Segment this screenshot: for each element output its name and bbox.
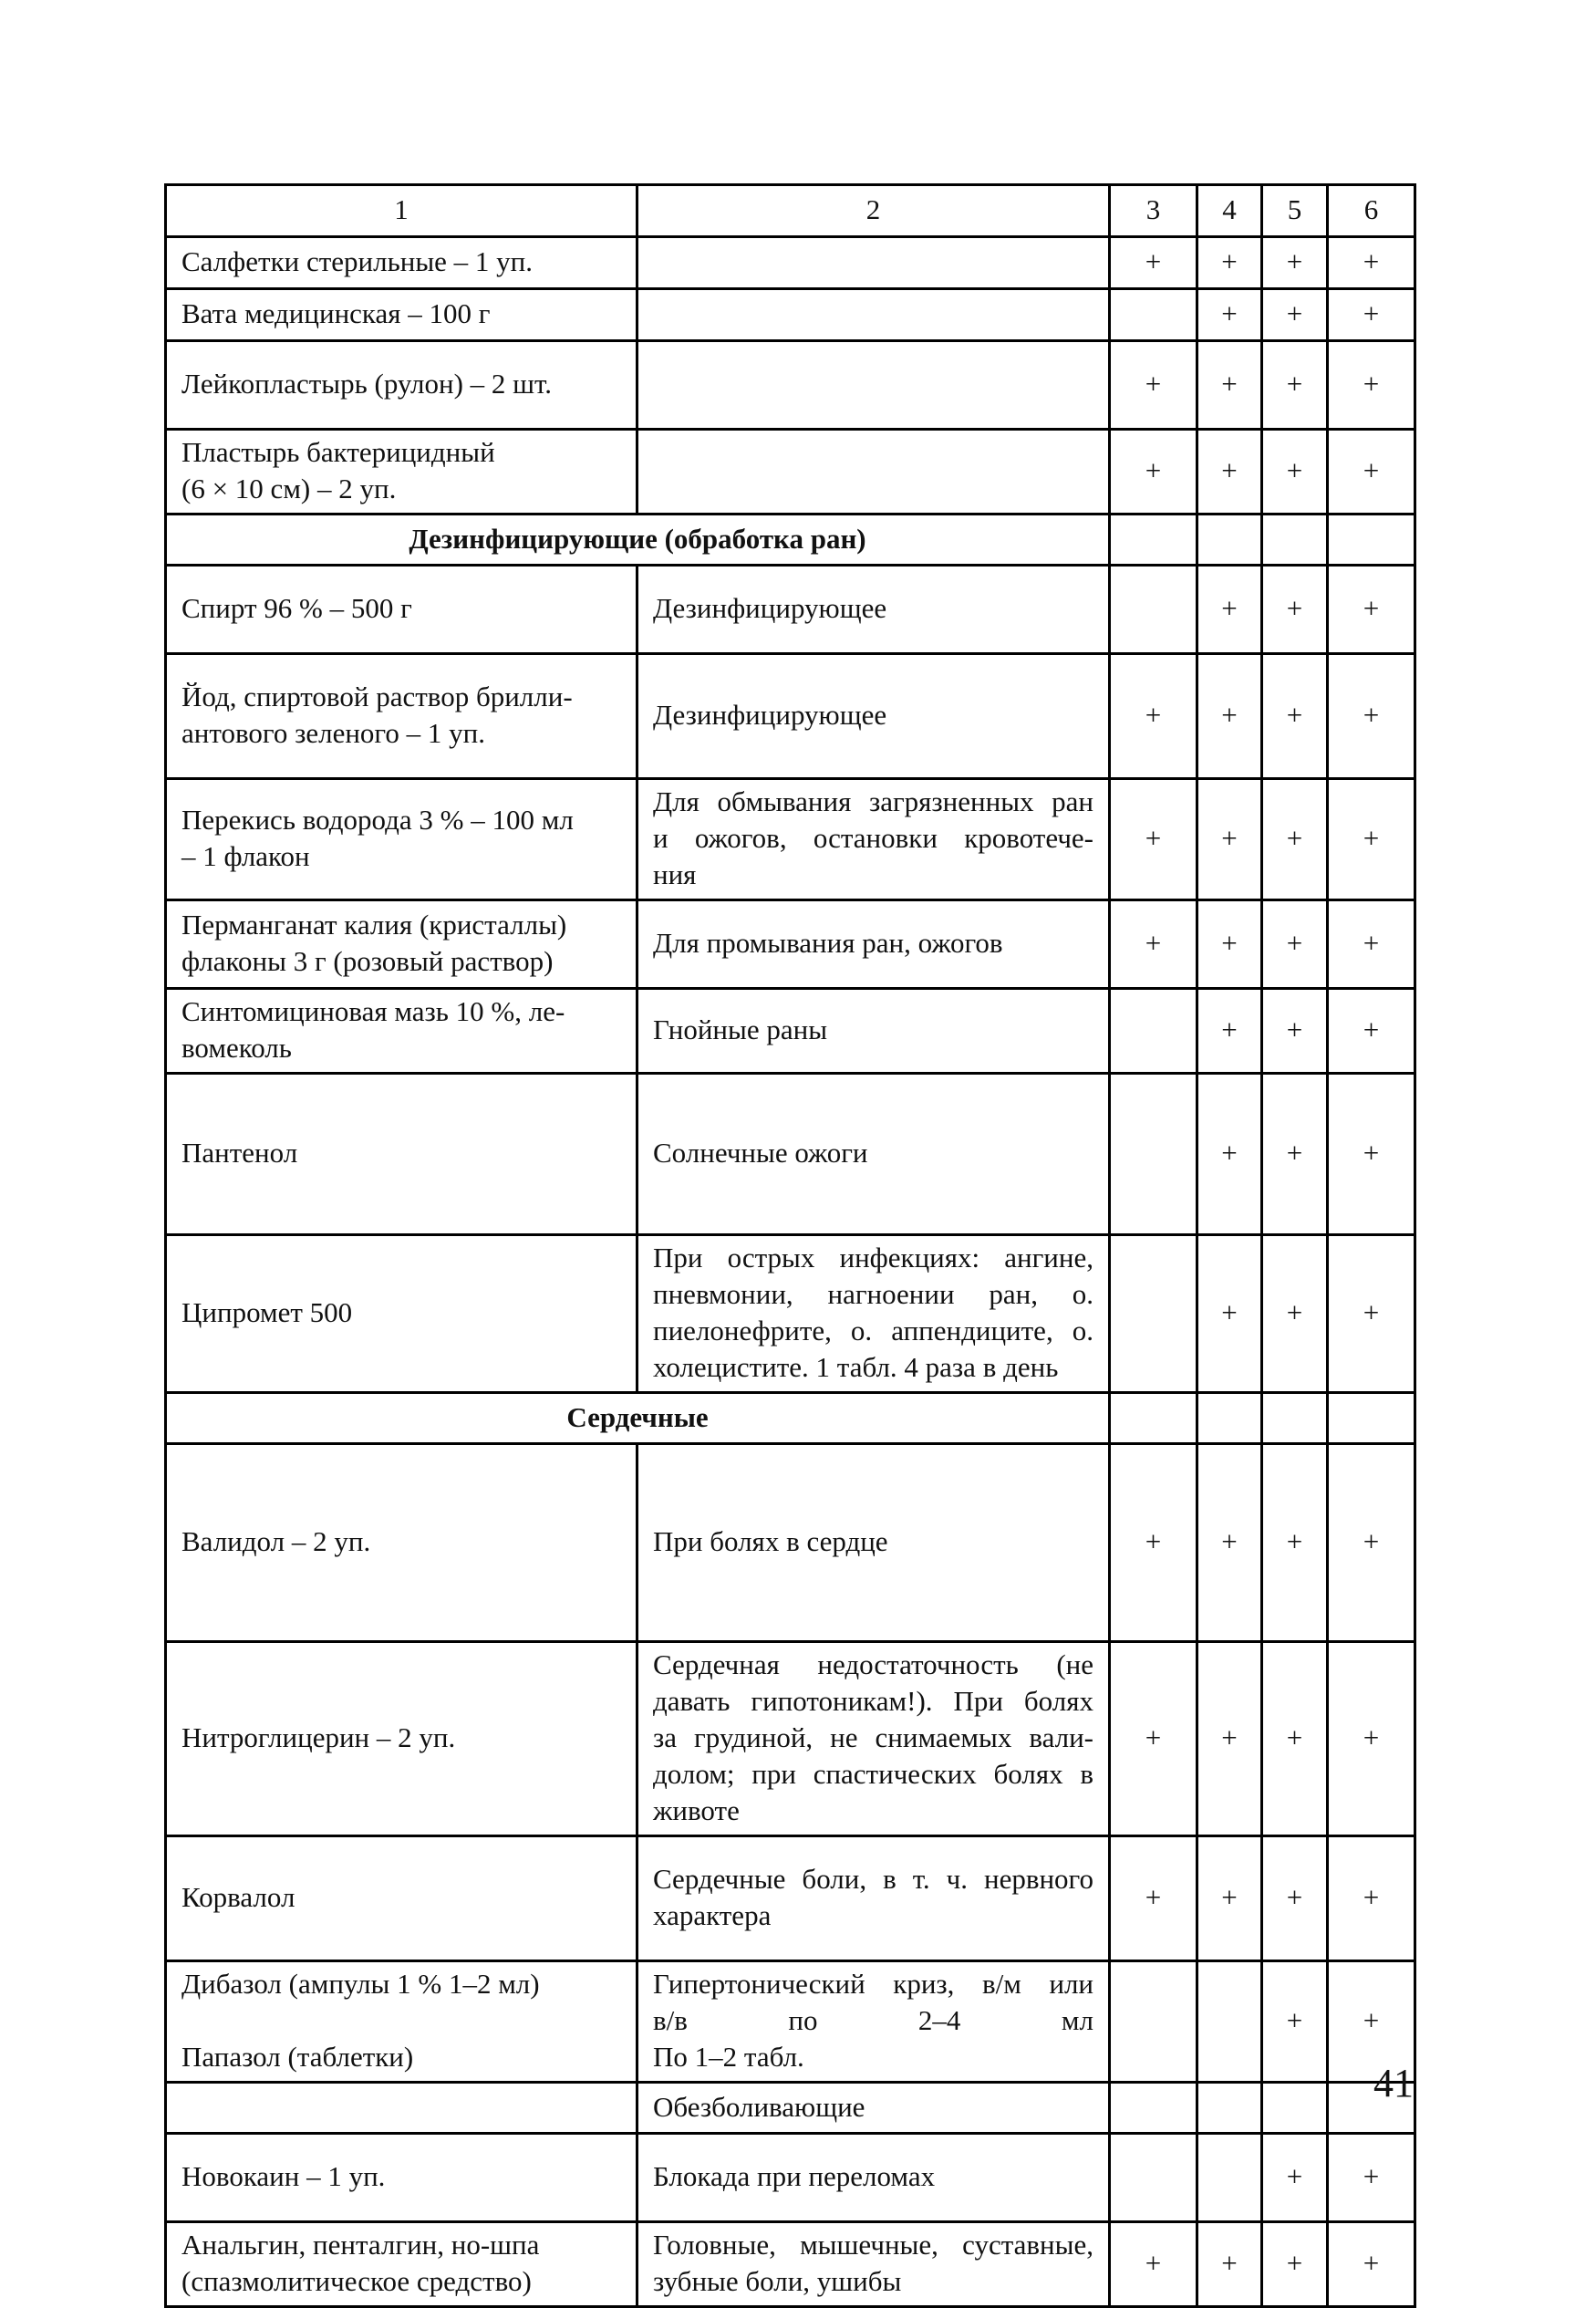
item-use-line: зубные боли, ушибы (653, 2265, 902, 2297)
item-name-cell (166, 900, 637, 989)
item-use-line: Сердечные боли, в т. ч. нервного (653, 1863, 1093, 1895)
mark-cell-col5: + (1262, 900, 1328, 989)
mark-cell-col4 (1197, 2134, 1262, 2222)
item-use-cell (637, 900, 1110, 989)
item-use-line: Для обмывания загрязненных ран (653, 785, 1093, 817)
mark-cell-col6: + (1328, 1642, 1415, 1836)
item-name-line: Лейкопластырь (рулон) – 2 шт. (181, 368, 553, 400)
mark-cell-col4: + (1197, 1235, 1262, 1393)
item-name-line: – 1 флакон (181, 840, 310, 872)
item-name-line: Пантенол (181, 1137, 298, 1169)
mark-cell-col3: + (1110, 341, 1197, 430)
item-name-line: флаконы 3 г (розовый раствор) (181, 945, 554, 977)
mark-cell-col3 (1110, 1074, 1197, 1235)
mark-cell-col6: + (1328, 2222, 1415, 2307)
item-use-cell (637, 1444, 1110, 1642)
mark-cell-col4 (1197, 2083, 1262, 2134)
table-row (166, 779, 1415, 900)
item-use-cell (637, 2134, 1110, 2222)
item-use-cell (637, 289, 1110, 341)
table-row (166, 566, 1415, 654)
mark-cell-col4: + (1197, 1444, 1262, 1642)
mark-cell-col6: + (1328, 430, 1415, 515)
table-row (166, 1235, 1415, 1393)
item-use-line: холецистите. 1 табл. 4 раза в день (653, 1351, 1059, 1383)
item-use-cell (637, 654, 1110, 779)
item-name-line: Салфетки стерильные – 1 уп. (181, 245, 534, 277)
mark-cell-col3: + (1110, 1444, 1197, 1642)
item-use-line: пневмонии, нагноении ран, о. (653, 1278, 1093, 1310)
item-use-line: в/в по 2–4 мл (653, 2004, 1093, 2036)
mark-cell-col3: + (1110, 237, 1197, 289)
table-row (166, 654, 1415, 779)
item-name-cell (166, 2222, 637, 2307)
item-use-cell (637, 779, 1110, 900)
item-name-cell (166, 2134, 637, 2222)
mark-cell-col3: + (1110, 1642, 1197, 1836)
mark-cell-col4: + (1197, 1836, 1262, 1961)
mark-cell-col6: + (1328, 989, 1415, 1074)
item-use-cell (637, 1235, 1110, 1393)
item-name-line: Йод, спиртовой раствор брилли- (181, 681, 573, 712)
item-use-cell (637, 341, 1110, 430)
item-use-line: ния (653, 858, 697, 890)
mark-cell-col6: + (1328, 1074, 1415, 1235)
item-name-cell (166, 566, 637, 654)
item-use-line: Для промывания ран, ожогов (653, 927, 1003, 959)
mark-cell-col5 (1262, 2083, 1328, 2134)
mark-cell-col4: + (1197, 237, 1262, 289)
empty-cell (1110, 1393, 1197, 1444)
item-use-line: и ожогов, остановки кровотече- (653, 822, 1093, 854)
item-use-line: животе (653, 1794, 740, 1826)
empty-cell (1197, 515, 1262, 566)
item-use-cell (637, 989, 1110, 1074)
mark-cell-col3 (1110, 989, 1197, 1074)
item-name-cell (166, 1444, 637, 1642)
mark-cell-col3 (1110, 2134, 1197, 2222)
item-name-cell (166, 1961, 637, 2083)
column-header-4: 4 (1197, 185, 1262, 237)
table-header-row (166, 185, 1415, 237)
mark-cell-col5: + (1262, 2222, 1328, 2307)
mark-cell-col3: + (1110, 430, 1197, 515)
column-header-5: 5 (1262, 185, 1328, 237)
mark-cell-col5: + (1262, 566, 1328, 654)
empty-cell (1197, 1393, 1262, 1444)
mark-cell-col6: + (1328, 900, 1415, 989)
item-name-line: Синтомициновая мазь 10 %, ле- (181, 995, 565, 1027)
item-name-cell (166, 1642, 637, 1836)
item-name-line: Нитроглицерин – 2 уп. (181, 1721, 456, 1753)
item-use-line: Гнойные раны (653, 1014, 828, 1045)
column-header-3: 3 (1110, 185, 1197, 237)
mark-cell-col5: + (1262, 654, 1328, 779)
mark-cell-col6: + (1328, 1235, 1415, 1393)
mark-cell-col4: + (1197, 900, 1262, 989)
item-name-cell (166, 341, 637, 430)
column-header-6: 6 (1328, 185, 1415, 237)
item-name-line: Анальгин, пенталгин, но-шпа (181, 2229, 540, 2261)
empty-cell (1328, 1393, 1415, 1444)
page-number: 41 (1373, 2061, 1414, 2105)
mark-cell-col5: + (1262, 1961, 1328, 2083)
table-row (166, 1961, 1415, 2083)
mark-cell-col3 (1110, 566, 1197, 654)
mark-cell-col5: + (1262, 341, 1328, 430)
mark-cell-col5: + (1262, 989, 1328, 1074)
mark-cell-col5: + (1262, 779, 1328, 900)
item-use-line: Сердечная недостаточность (не (653, 1648, 1093, 1680)
item-name-cell (166, 779, 637, 900)
item-use-line: долом; при спастических болях в (653, 1758, 1093, 1790)
mark-cell-col5: + (1262, 1836, 1328, 1961)
section-row (166, 1393, 1415, 1444)
item-use-line: Обезболивающие (653, 2090, 865, 2123)
mark-cell-col4: + (1197, 2222, 1262, 2307)
mark-cell-col4: + (1197, 989, 1262, 1074)
mark-cell-col3: + (1110, 779, 1197, 900)
mark-cell-col6: + (1328, 779, 1415, 900)
mark-cell-col3 (1110, 1235, 1197, 1393)
section-row (166, 515, 1415, 566)
item-use-line: давать гипотоникам!). При болях (653, 1685, 1093, 1717)
item-use-line: Головные, мышечные, суставные, (653, 2229, 1093, 2261)
item-use-cell (637, 430, 1110, 515)
mark-cell-col6: + (1328, 566, 1415, 654)
column-header-1: 1 (166, 185, 637, 237)
mark-cell-col6: + (1328, 341, 1415, 430)
table-row (166, 430, 1415, 515)
section-title: Дезинфицирующие (обработка ран) (166, 515, 1110, 566)
item-name-line: Перекись водорода 3 % – 100 мл (181, 804, 574, 836)
section-title: Сердечные (166, 1393, 1110, 1444)
mark-cell-col6: + (1328, 654, 1415, 779)
item-use-line: Гипертонический криз, в/м или (653, 1968, 1093, 2000)
item-name-line: Корвалол (181, 1881, 295, 1913)
mark-cell-col4: + (1197, 779, 1262, 900)
item-use-cell (637, 1961, 1110, 2083)
empty-cell (1262, 515, 1328, 566)
item-use-line: Дезинфицирующее (653, 699, 887, 731)
item-use-cell (637, 2083, 1110, 2134)
mark-cell-col3 (1110, 289, 1197, 341)
item-use-cell (637, 1642, 1110, 1836)
item-name-line: (6 × 10 см) – 2 уп. (181, 473, 397, 504)
item-use-line: Блокада при переломах (653, 2160, 936, 2192)
item-use-line: Дезинфицирующее (653, 592, 887, 624)
item-name-line: Пластырь бактерицидный (181, 436, 495, 468)
mark-cell-col6: + (1328, 289, 1415, 341)
table-row (166, 237, 1415, 289)
medicine-kit-table (164, 183, 1416, 2308)
table-row (166, 900, 1415, 989)
mark-cell-col3 (1110, 2083, 1197, 2134)
table-row (166, 341, 1415, 430)
empty-cell (1328, 515, 1415, 566)
table-row (166, 289, 1415, 341)
item-name-line: Новокаин – 1 уп. (181, 2160, 386, 2192)
item-use-line: При болях в сердце (653, 1525, 888, 1557)
item-name-line: антового зеленого – 1 уп. (181, 717, 485, 749)
mark-cell-col4: + (1197, 654, 1262, 779)
mark-cell-col5: + (1262, 430, 1328, 515)
item-name-line: Перманганат калия (кристаллы) (181, 909, 567, 941)
mark-cell-col6: + (1328, 1444, 1415, 1642)
item-use-line: характера (653, 1899, 772, 1931)
item-use-cell (637, 1074, 1110, 1235)
item-name-line: Вата медицинская – 100 г (181, 297, 491, 329)
item-use-line: за грудиной, не снимаемых вали- (653, 1721, 1093, 1753)
item-name-line: вомеколь (181, 1032, 292, 1064)
item-use-cell (637, 1836, 1110, 1961)
column-header-2: 2 (637, 185, 1110, 237)
item-use-line: Солнечные ожоги (653, 1137, 868, 1169)
mark-cell-col5: + (1262, 289, 1328, 341)
item-name-cell (166, 289, 637, 341)
mark-cell-col4: + (1197, 341, 1262, 430)
mark-cell-col4: + (1197, 1642, 1262, 1836)
item-name-line: Дибазол (ампулы 1 % 1–2 мл) (181, 1968, 540, 2000)
table-row (166, 1444, 1415, 1642)
mark-cell-col5: + (1262, 1642, 1328, 1836)
mark-cell-col5: + (1262, 2134, 1328, 2222)
mark-cell-col4: + (1197, 566, 1262, 654)
mark-cell-col3: + (1110, 1836, 1197, 1961)
item-name-line (181, 2002, 621, 2039)
mark-cell-col5: + (1262, 237, 1328, 289)
item-use-line: При острых инфекциях: ангине, (653, 1242, 1093, 1274)
table-row (166, 1642, 1415, 1836)
mark-cell-col3: + (1110, 654, 1197, 779)
mark-cell-col5: + (1262, 1074, 1328, 1235)
item-name-cell (166, 1836, 637, 1961)
mark-cell-col5: + (1262, 1235, 1328, 1393)
empty-cell (1262, 1393, 1328, 1444)
item-name-line: (спазмолитическое средство) (181, 2265, 532, 2297)
table-row (166, 2134, 1415, 2222)
item-name-cell (166, 1235, 637, 1393)
item-use-cell (637, 237, 1110, 289)
mark-cell-col3: + (1110, 2222, 1197, 2307)
table-row (166, 2222, 1415, 2307)
mark-cell-col4: + (1197, 1074, 1262, 1235)
item-name-line: Валидол – 2 уп. (181, 1525, 371, 1557)
mark-cell-col6: + (1328, 1836, 1415, 1961)
mark-cell-col4: + (1197, 289, 1262, 341)
item-name-cell (166, 2083, 637, 2134)
table-body (166, 185, 1415, 2307)
mark-cell-col5: + (1262, 1444, 1328, 1642)
item-name-cell (166, 1074, 637, 1235)
item-name-line: Папазол (таблетки) (181, 2041, 414, 2073)
item-use-cell (637, 2222, 1110, 2307)
table-row (166, 1074, 1415, 1235)
item-use-cell (637, 566, 1110, 654)
item-use-line: По 1–2 табл. (653, 2041, 804, 2073)
item-name-line: Ципромет 500 (181, 1296, 353, 1328)
item-name-cell (166, 654, 637, 779)
table-row (166, 989, 1415, 1074)
item-name-cell (166, 989, 637, 1074)
mark-cell-col6: + (1328, 237, 1415, 289)
mark-cell-col6: + (1328, 2134, 1415, 2222)
item-name-cell (166, 430, 637, 515)
mark-cell-col4 (1197, 1961, 1262, 2083)
mark-cell-col4: + (1197, 430, 1262, 515)
table-row (166, 1836, 1415, 1961)
item-name-line: Спирт 96 % – 500 г (181, 592, 412, 624)
empty-cell (1110, 515, 1197, 566)
table-row (166, 2083, 1415, 2134)
mark-cell-col3 (1110, 1961, 1197, 2083)
mark-cell-col6: + (1328, 1961, 1415, 2083)
item-name-cell (166, 237, 637, 289)
mark-cell-col3: + (1110, 900, 1197, 989)
item-use-line: пиелонефрите, о. аппендиците, о. (653, 1315, 1093, 1346)
